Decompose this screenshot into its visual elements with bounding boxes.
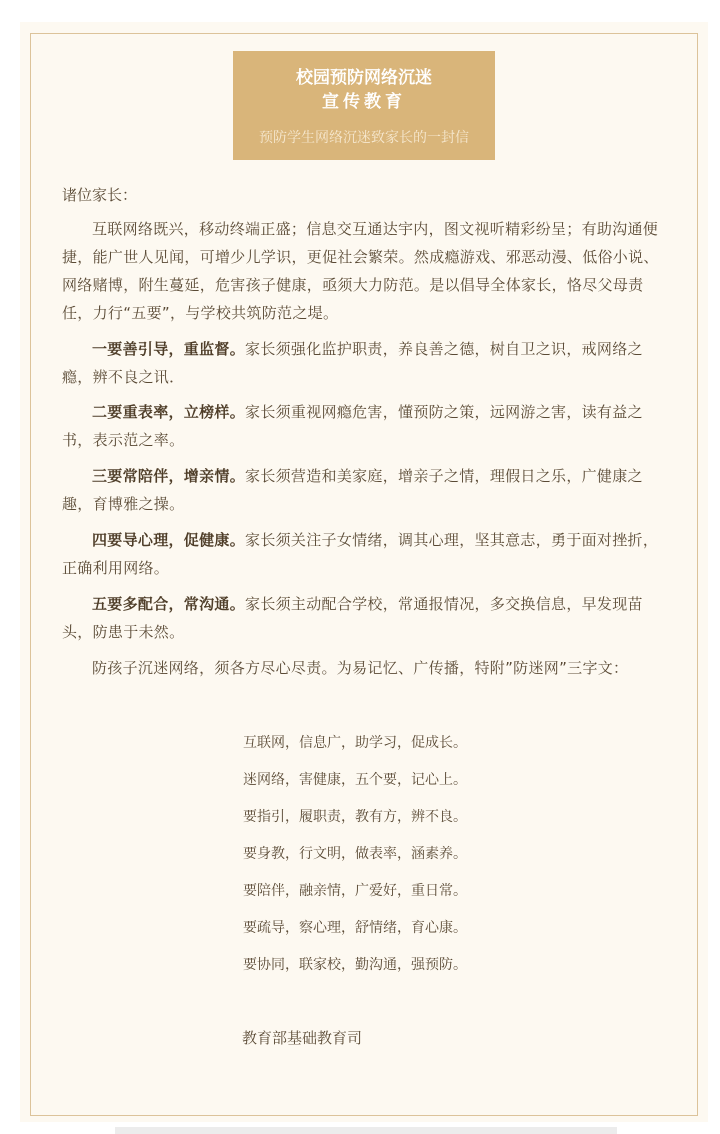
banner-title-line1: 校园预防网络沉迷 — [296, 68, 432, 88]
banner-subtitle: 预防学生网络沉迷致家长的一封信 — [259, 130, 469, 146]
verse-line: 要指引，履职责，教有方，辨不良。 — [243, 809, 467, 825]
point-body: 家长须重视网瘾危害，懂预防之策，远网游之害，读有益之书，表示范之率。 — [62, 403, 643, 449]
verse-line: 要身教，行文明，做表率，涵素养。 — [243, 846, 467, 862]
point-paragraph-2 — [62, 398, 668, 454]
greeting: 诸位家长： — [62, 186, 138, 204]
banner-title-line2: 宣传教育 — [322, 92, 406, 112]
point-body: 家长须主动配合学校，常通报情况，多交换信息，早发现苗头，防患于未然。 — [62, 595, 643, 641]
point-paragraph-3 — [62, 462, 668, 518]
point-heading: 二要重表率，立榜样。 — [92, 403, 246, 421]
point-heading: 三要常陪伴，增亲情。 — [92, 467, 246, 485]
intro-paragraph: 互联网络既兴，移动终端正盛；信息交互通达宇内，图文视听精彩纷呈；有助沟通便捷，能广世人见闻，可增少儿学识，更促社会繁荣。然成瘾游戏、邪恶动漫、低俗小说、网络赌博，附生蔓延，危害孩子健康，亟须大力防范。是以倡导全体家长，恪尽父母责任，力行“五要”，与学校共筑防范之堤。 — [62, 220, 659, 322]
point-heading: 一要善引导，重监督。 — [92, 340, 246, 358]
signature: 教育部基础教育司 — [242, 1029, 363, 1047]
point-body: 家长须强化监护职责，养良善之德，树自卫之识，戒网络之瘾，辨不良之讯． — [62, 340, 643, 386]
point-heading: 四要导心理，促健康。 — [92, 531, 246, 549]
title-banner — [233, 51, 495, 160]
verse-line: 互联网，信息广，助学习，促成长。 — [243, 735, 467, 751]
point-body: 家长须营造和美家庭，增亲子之情，理假日之乐，广健康之趣，育博雅之操。 — [62, 467, 643, 513]
horizontal-scrollbar[interactable] — [115, 1127, 617, 1134]
closing-paragraph: 防孩子沉迷网络，须各方尽心尽责。为易记忆、广传播，特附”防迷网”三字文： — [92, 659, 629, 677]
verse-line: 要疏导，察心理，舒情绪，育心康。 — [243, 920, 467, 936]
point-paragraph-1 — [62, 335, 668, 391]
point-body: 家长须关注子女情绪，调其心理，坚其意志，勇于面对挫折，正确利用网络。 — [62, 531, 659, 577]
point-heading: 五要多配合，常沟通。 — [92, 595, 246, 613]
verse-line: 要协同，联家校，勤沟通，强预防。 — [243, 957, 467, 973]
verse-line: 要陪伴，融亲情，广爱好，重日常。 — [243, 883, 467, 899]
verse-line: 迷网络，害健康，五个要，记心上。 — [243, 772, 467, 788]
point-paragraph-4 — [62, 526, 668, 582]
point-paragraph-5 — [62, 590, 668, 646]
